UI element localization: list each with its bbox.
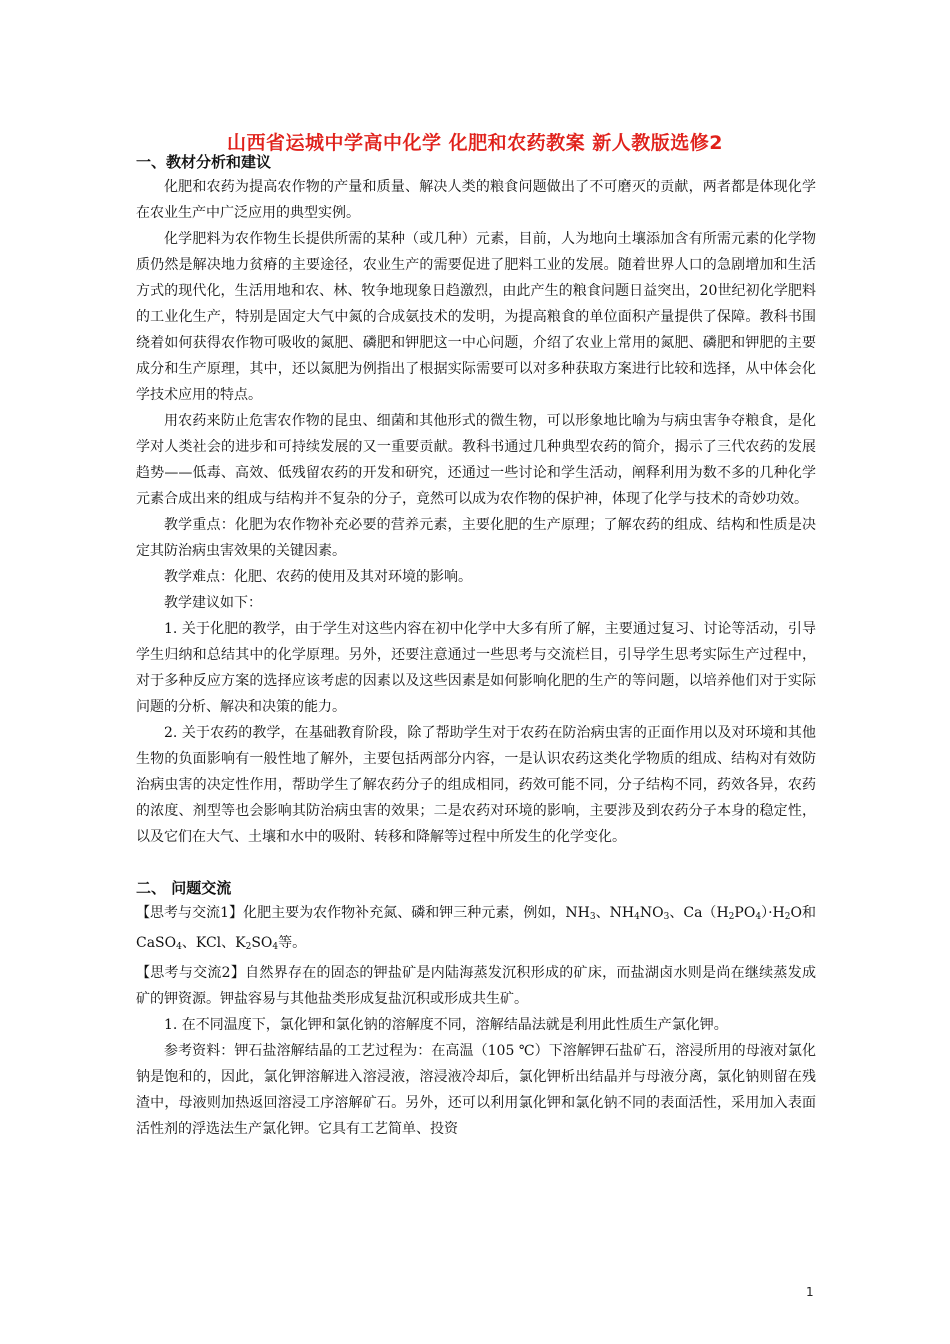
section-heading-1: 一、教材分析和建议 (136, 153, 272, 171)
document-title: 山西省运城中学高中化学 化肥和农药教案 新人教版选修2 (227, 132, 723, 154)
suggestion-item-2: 2. 关于农药的教学，在基础教育阶段，除了帮助学生对于农药在防治病虫害的正面作用以及对环境和其他生物的负面影响有一般性地了解外，主要包括两部分内容，一是认识农药这类化学物质的组成、结构对有效防治病虫害的决定性作用，帮助学生了解农药分子的组成相同，药效可能不同，分子结构不同，药效各异，农药的浓度、剂型等也会影响其防治病虫害的效果；二是农药对环境的影响，主要涉及到农药分子本身的稳定性，以及它们在大气、土壤和水中的吸附、转移和降解等过程中所发生的化学变化。 (136, 725, 816, 845)
discussion-1: 【思考与交流1】化肥主要为农作物补充氮、磷和钾三种元素，例如，$NH_3$、$NH_4NO_3$、$Ca(H_2PO_4)\cdot H_2O$和CaSO$_4$、KCl、$K_2SO_4$等。 (136, 905, 816, 952)
paragraph: 1. 在不同温度下，氯化钾和氯化钠的溶解度不同，溶解结晶法就是利用此性质生产氯化钾。 (164, 1017, 728, 1033)
teaching-suggestions-intro: 教学建议如下： (164, 595, 262, 611)
teaching-difficulty: 教学难点：化肥、农药的使用及其对环境的影响。 (164, 569, 472, 585)
page-number: 1 (806, 1285, 814, 1299)
section-heading-2: 二、 问题交流 (136, 879, 232, 897)
reference-material: 参考资料：钾石盐溶解结晶的工艺过程为：在高温（105 ℃）下溶解钾石盐矿石，溶浸所用的母液对氯化钠是饱和的，因此，氯化钾溶解进入溶浸液，溶浸液冷却后，氯化钾析出结晶并与母液分离，氯化钠则留在残渣中，母液则加热返回溶浸工序溶解矿石。另外，还可以利用氯化钾和氯化钠不同的表面活性，采用加入表面活性剂的浮选法生产氯化钾。它具有工艺简单、投资 (136, 1043, 816, 1137)
discussion-1-label: 【思考与交流1】 (136, 905, 244, 921)
discussion-2: 【思考与交流2】自然界存在的固态的钾盐矿是内陆海蒸发沉积形成的矿床，而盐湖卤水则是尚在继续蒸发成矿的钾资源。钾盐容易与其他盐类形成复盐沉积或形成共生矿。 (136, 965, 816, 1007)
paragraph: 化学肥料为农作物生长提供所需的某种（或几种）元素，目前，人为地向土壤添加含有所需元素的化学物质仍然是解决地力贫瘠的主要途径，农业生产的需要促进了肥料工业的发展。随着世界人口的急剧增加和生活方式的现代化，生活用地和农、林、牧争地现象日趋激烈，由此产生的粮食问题日益突出，20世纪初化学肥料的工业化生产，特别是固定大气中氮的合成氨技术的发明，为提高粮食的单位面积产量提供了保障。教科书围绕着如何获得农作物可吸收的氮肥、磷肥和钾肥这一中心问题，介绍了农业上常用的氮肥、磷肥和钾肥的主要成分和生产原理，其中，还以氮肥为例指出了根据实际需要可以对多种获取方案进行比较和选择，从中体会化学技术应用的特点。 (136, 231, 816, 403)
paragraph: 化肥和农药为提高农作物的产量和质量、解决人类的粮食问题做出了不可磨灭的贡献，两者都是体现化学在农业生产中广泛应用的典型实例。 (136, 179, 816, 221)
discussion-2-label: 【思考与交流2】 (136, 965, 246, 981)
document-body (136, 150, 816, 1142)
spacer (136, 850, 816, 876)
suggestion-item-1: 1. 关于化肥的教学，由于学生对这些内容在初中化学中大多有所了解，主要通过复习、讨论等活动，引导学生归纳和总结其中的化学原理。另外，还要注意通过一些思考与交流栏目，引导学生思考实际生产过程中，对于多种反应方案的选择应该考虑的因素以及这些因素是如何影响化肥的生产的等问题，以培养他们对于实际问题的分析、解决和决策的能力。 (136, 621, 816, 715)
paragraph: 用农药来防止危害农作物的昆虫、细菌和其他形式的微生物，可以形象地比喻为与病虫害争夺粮食，是化学对人类社会的进步和可持续发展的又一重要贡献。教科书通过几种典型农药的简介，揭示了三代农药的发展趋势——低毒、高效、低残留农药的开发和研究，还通过一些讨论和学生活动，阐释利用为数不多的几种化学元素合成出来的组成与结构并不复杂的分子，竟然可以成为农作物的保护神，体现了化学与技术的奇妙功效。 (136, 413, 816, 507)
teaching-focus: 教学重点：化肥为农作物补充必要的营养元素，主要化肥的生产原理；了解农药的组成、结构和性质是决定其防治病虫害效果的关键因素。 (136, 517, 816, 559)
